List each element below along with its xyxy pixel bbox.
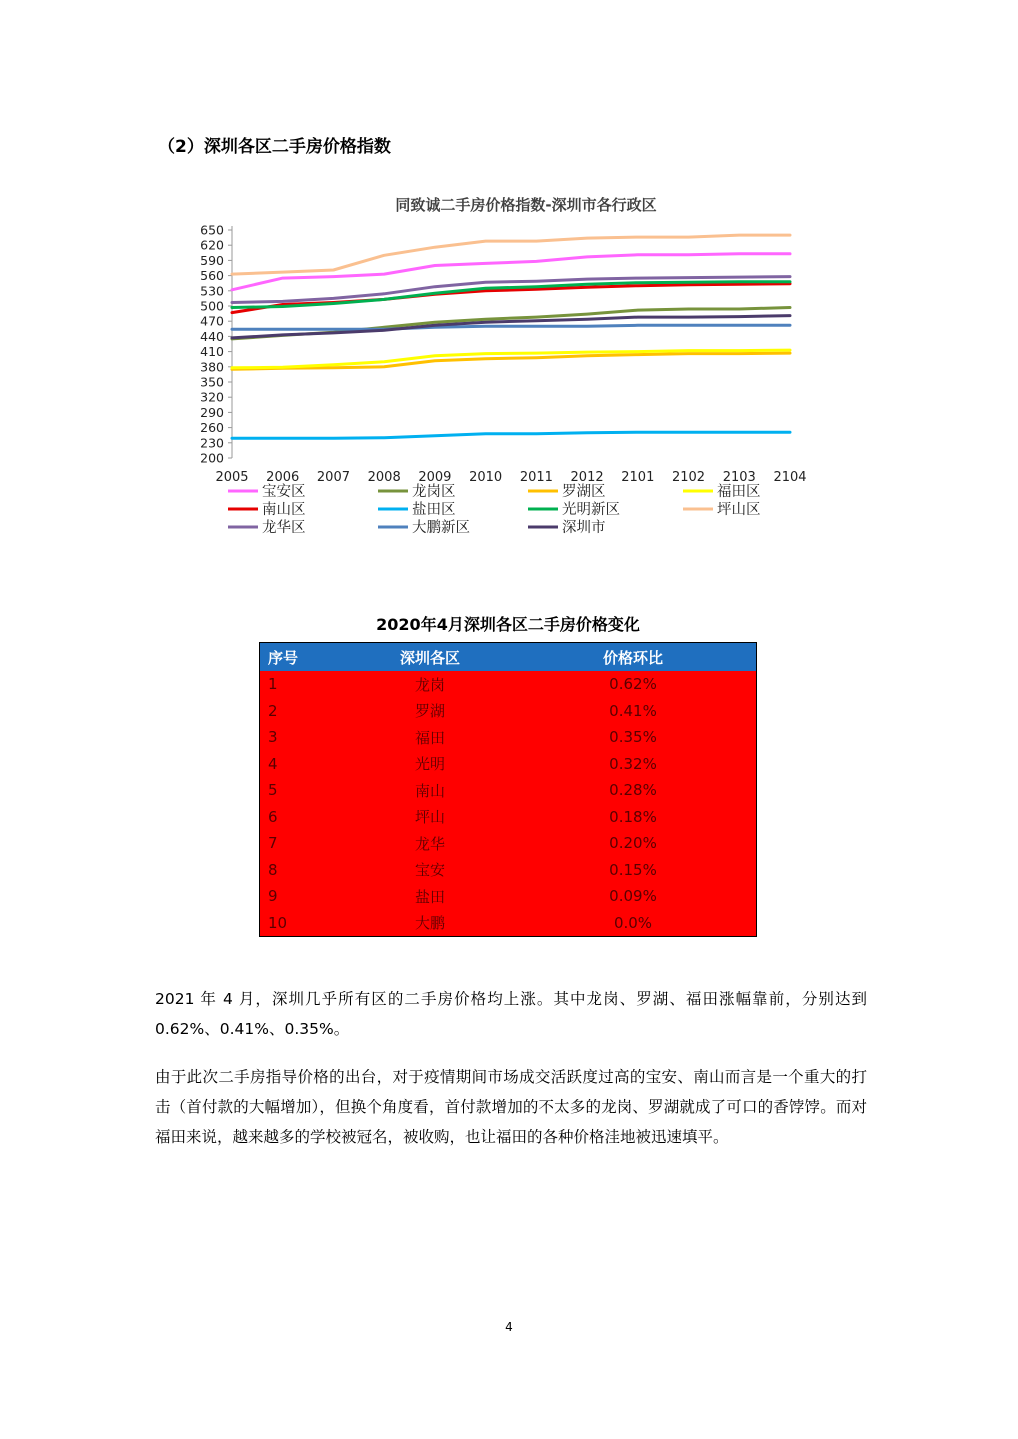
y-tick-label: 380 [200, 359, 224, 375]
x-tick-label: 2011 [519, 470, 553, 485]
table-row [260, 830, 757, 857]
paragraph-analysis: 由于此次二手房指导价格的出台，对于疫情期间市场成交活跃度过高的宝安、南山而言是一个重大的打击（首付款的大幅增加），但换个角度看，首付款增加的不太多的龙岗、罗湖就成了可口的香饽饽。而对福田来说，越来越多的学校被冠名，被收购，也让福田的各种价格洼地被迅速填平。 [155, 1068, 867, 1146]
row-district: 福田 [350, 724, 510, 751]
row-change: 0.09% [510, 883, 757, 910]
y-tick-label: 230 [200, 435, 224, 451]
row-index: 7 [260, 830, 351, 857]
x-tick-label: 2101 [621, 470, 655, 485]
row-district: 龙华 [350, 830, 510, 857]
row-district: 坪山 [350, 804, 510, 831]
table-row [260, 724, 757, 751]
y-tick-label: 260 [200, 420, 224, 436]
row-index: 2 [260, 698, 351, 725]
table-row [260, 910, 757, 937]
series-lines [232, 235, 790, 438]
x-tick-label: 2006 [266, 470, 300, 485]
series-line [232, 432, 790, 438]
x-tick-label: 2012 [570, 470, 604, 485]
x-tick-label: 2007 [316, 470, 351, 485]
row-index: 6 [260, 804, 351, 831]
row-index: 9 [260, 883, 351, 910]
section-heading: （2）深圳各区二手房价格指数 [158, 137, 391, 157]
row-index: 4 [260, 751, 351, 778]
row-change: 0.35% [510, 724, 757, 751]
y-tick-label: 650 [200, 222, 224, 238]
x-tick-label: 2104 [773, 470, 807, 485]
y-tick-label: 200 [200, 450, 224, 466]
x-tick-label: 2010 [469, 470, 503, 485]
table-title: 2020年4月深圳各区二手房价格变化 [376, 615, 640, 634]
row-index: 5 [260, 777, 351, 804]
y-tick-label: 530 [200, 283, 224, 299]
table-header-row [260, 643, 757, 672]
row-district: 光明 [350, 751, 510, 778]
row-district: 罗湖 [350, 698, 510, 725]
table-row [260, 698, 757, 725]
x-tick-label: 2103 [722, 470, 756, 485]
row-change: 0.18% [510, 804, 757, 831]
table-row [260, 883, 757, 910]
legend-label: 宝安区 [262, 484, 306, 500]
price-change-table [259, 642, 757, 937]
series-line [232, 325, 790, 329]
header-index: 序号 [260, 643, 351, 672]
legend-label: 盐田区 [412, 502, 456, 518]
legend-label: 深圳市 [562, 520, 606, 536]
table-row [260, 671, 757, 698]
row-change: 0.62% [510, 671, 757, 698]
y-tick-label: 560 [200, 268, 224, 284]
row-change: 0.32% [510, 751, 757, 778]
legend-label: 大鹏新区 [412, 520, 470, 536]
x-tick-label: 2008 [367, 470, 401, 485]
legend-label: 南山区 [262, 502, 306, 518]
row-district: 大鹏 [350, 910, 510, 937]
y-tick-label: 320 [200, 389, 224, 405]
row-index: 8 [260, 857, 351, 884]
y-tick-label: 590 [200, 252, 224, 268]
header-change: 价格环比 [510, 643, 757, 672]
row-change: 0.0% [510, 910, 757, 937]
legend [228, 483, 761, 536]
row-district: 宝安 [350, 857, 510, 884]
legend-label: 罗湖区 [562, 484, 606, 500]
legend-label: 坪山区 [717, 502, 761, 518]
x-axis [215, 470, 806, 485]
line-chart [180, 188, 820, 558]
page-number: 4 [505, 1320, 513, 1334]
table-row [260, 751, 757, 778]
row-index: 3 [260, 724, 351, 751]
y-tick-label: 290 [200, 404, 224, 420]
row-index: 1 [260, 671, 351, 698]
row-change: 0.20% [510, 830, 757, 857]
header-district: 深圳各区 [350, 643, 510, 672]
table-row [260, 857, 757, 884]
row-change: 0.41% [510, 698, 757, 725]
x-tick-label: 2102 [671, 470, 706, 485]
legend-label: 光明新区 [562, 502, 620, 518]
y-axis [200, 223, 232, 466]
row-district: 盐田 [350, 883, 510, 910]
y-tick-label: 620 [200, 237, 224, 253]
y-tick-label: 440 [200, 328, 224, 344]
x-tick-label: 2009 [418, 470, 452, 485]
x-tick-label: 2005 [215, 470, 249, 485]
row-index: 10 [260, 910, 351, 937]
paragraph-summary: 2021 年 4 月，深圳几乎所有区的二手房价格均上涨。其中龙岗、罗湖、福田涨幅靠前，分别达到 0.62%、0.41%、0.35%。 [155, 990, 867, 1038]
row-change: 0.15% [510, 857, 757, 884]
row-district: 南山 [350, 777, 510, 804]
chart-title: 同致诚二手房价格指数-深圳市各行政区 [395, 196, 657, 214]
y-tick-label: 410 [200, 344, 224, 360]
row-change: 0.28% [510, 777, 757, 804]
table-row [260, 777, 757, 804]
row-district: 龙岗 [350, 671, 510, 698]
legend-label: 福田区 [717, 484, 761, 500]
legend-label: 龙华区 [262, 520, 306, 536]
legend-label: 龙岗区 [412, 484, 456, 500]
y-tick-label: 470 [200, 313, 224, 329]
y-tick-label: 350 [200, 374, 224, 390]
table-row [260, 804, 757, 831]
y-tick-label: 500 [200, 298, 224, 314]
